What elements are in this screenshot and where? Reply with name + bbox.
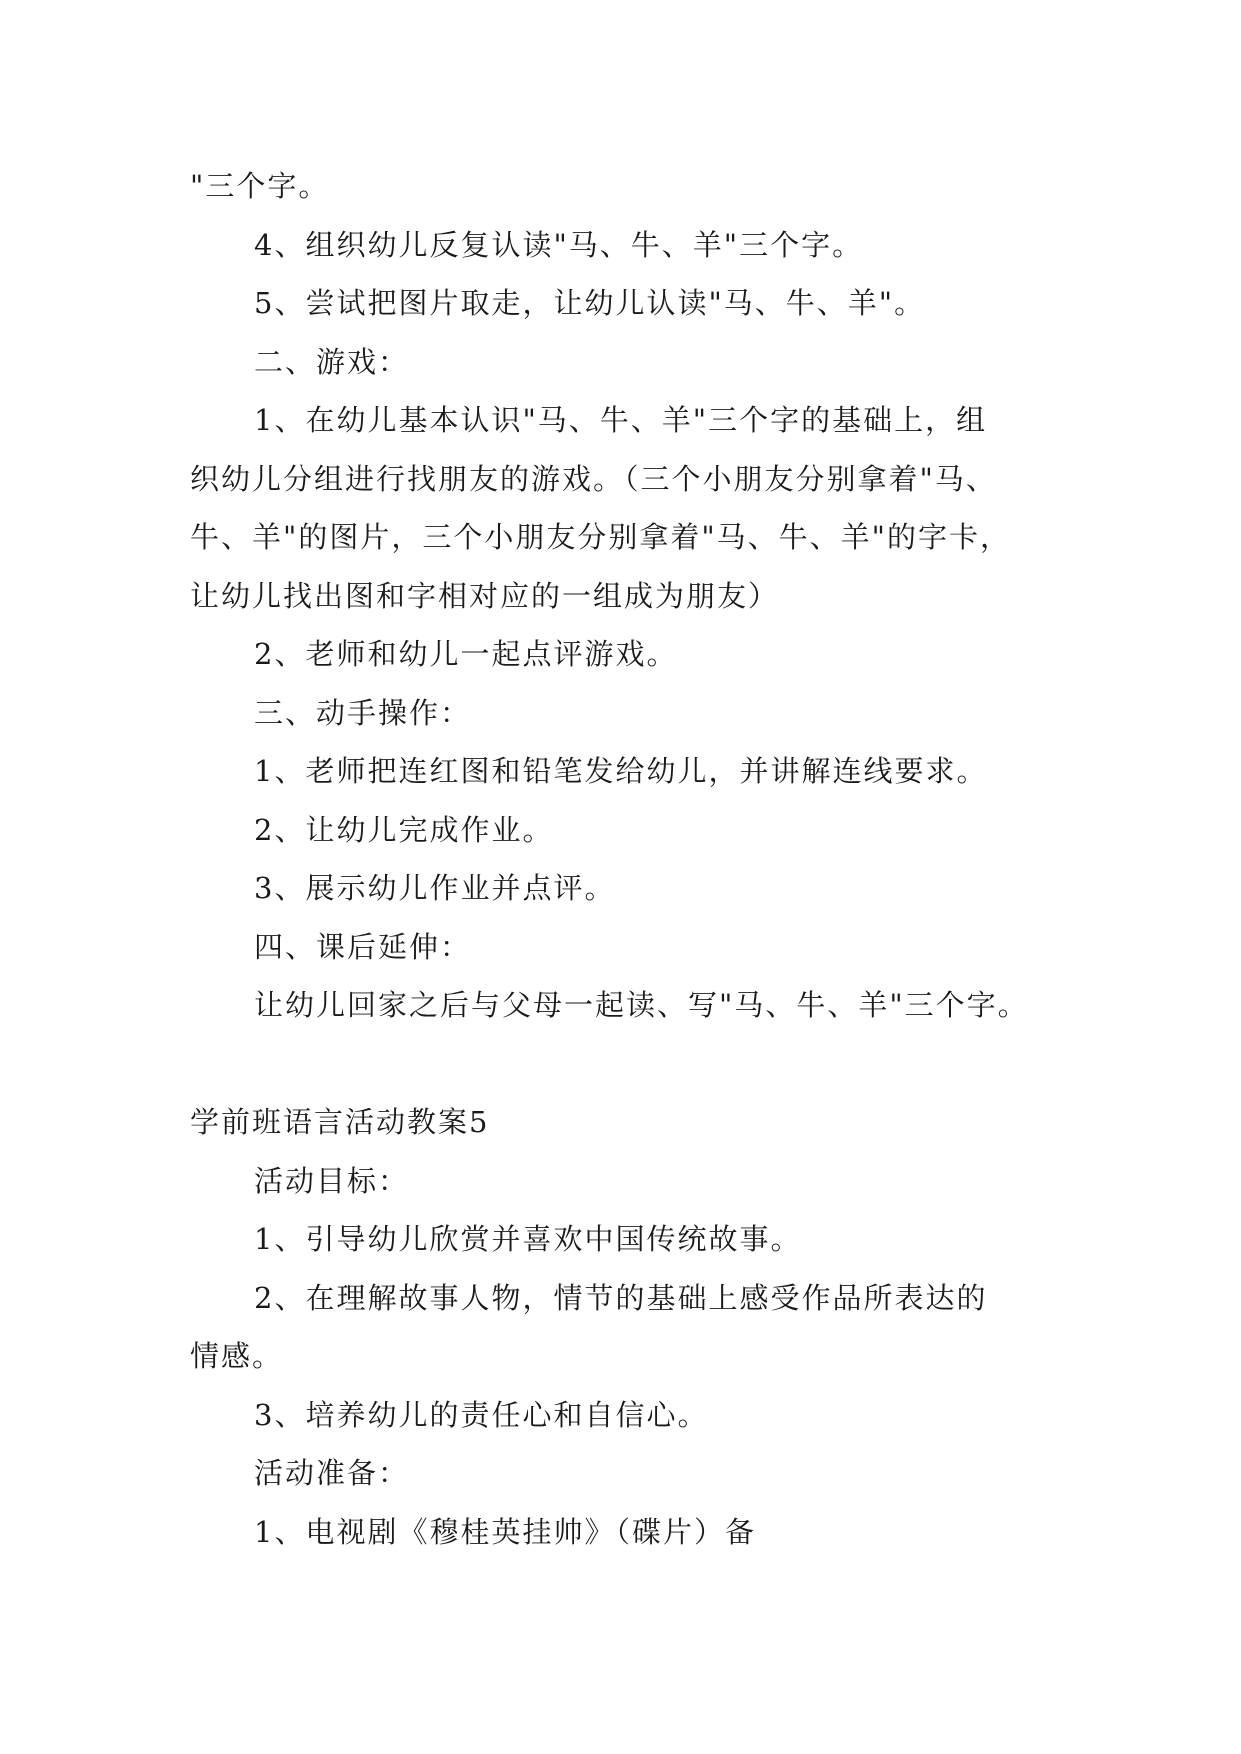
text-line: 织幼儿分组进行找朋友的游戏。（三个小朋友分别拿着"马、 <box>190 461 997 496</box>
section-heading: 三、动手操作： <box>254 695 472 730</box>
text-line: 4、组织幼儿反复认读"马、牛、羊"三个字。 <box>254 227 864 262</box>
text-line: 1、电视剧《穆桂英挂帅》（碟片）备 <box>254 1514 756 1549</box>
section-heading: 活动目标： <box>254 1163 410 1198</box>
text-line: 情感。 <box>190 1339 284 1373</box>
text-line: "三个字。 <box>190 169 330 203</box>
text-line: 1、引导幼儿欣赏并喜欢中国传统故事。 <box>254 1222 802 1256</box>
text-line: 2、让幼儿完成作业。 <box>254 812 554 847</box>
section-heading: 二、游戏： <box>254 344 410 379</box>
text-line: 5、尝试把图片取走，让幼儿认读"马、牛、羊"。 <box>254 286 926 320</box>
text-line: 3、培养幼儿的责任心和自信心。 <box>254 1397 709 1432</box>
text-line: 2、老师和幼儿一起点评游戏。 <box>254 637 678 671</box>
text-line: 2、在理解故事人物，情节的基础上感受作品所表达的 <box>254 1280 988 1315</box>
document-body <box>190 157 1060 1561</box>
text-line: 1、在幼儿基本认识"马、牛、羊"三个字的基础上，组 <box>254 403 988 437</box>
text-line: 1、老师把连红图和铅笔发给幼儿，并讲解连线要求。 <box>254 754 988 788</box>
document-title: 学前班语言活动教案5 <box>190 1105 490 1139</box>
text-line: 让幼儿找出图和字相对应的一组成为朋友） <box>190 578 780 613</box>
section-heading: 四、课后延伸： <box>254 929 472 964</box>
text-line: 牛、羊"的图片，三个小朋友分别拿着"马、牛、羊"的字卡， <box>190 520 1012 554</box>
text-line: 3、展示幼儿作业并点评。 <box>254 871 616 905</box>
text-line: 让幼儿回家之后与父母一起读、写"马、牛、羊"三个字。 <box>254 988 1029 1022</box>
paragraph-gap <box>190 1035 1060 1094</box>
section-heading: 活动准备： <box>254 1456 410 1490</box>
